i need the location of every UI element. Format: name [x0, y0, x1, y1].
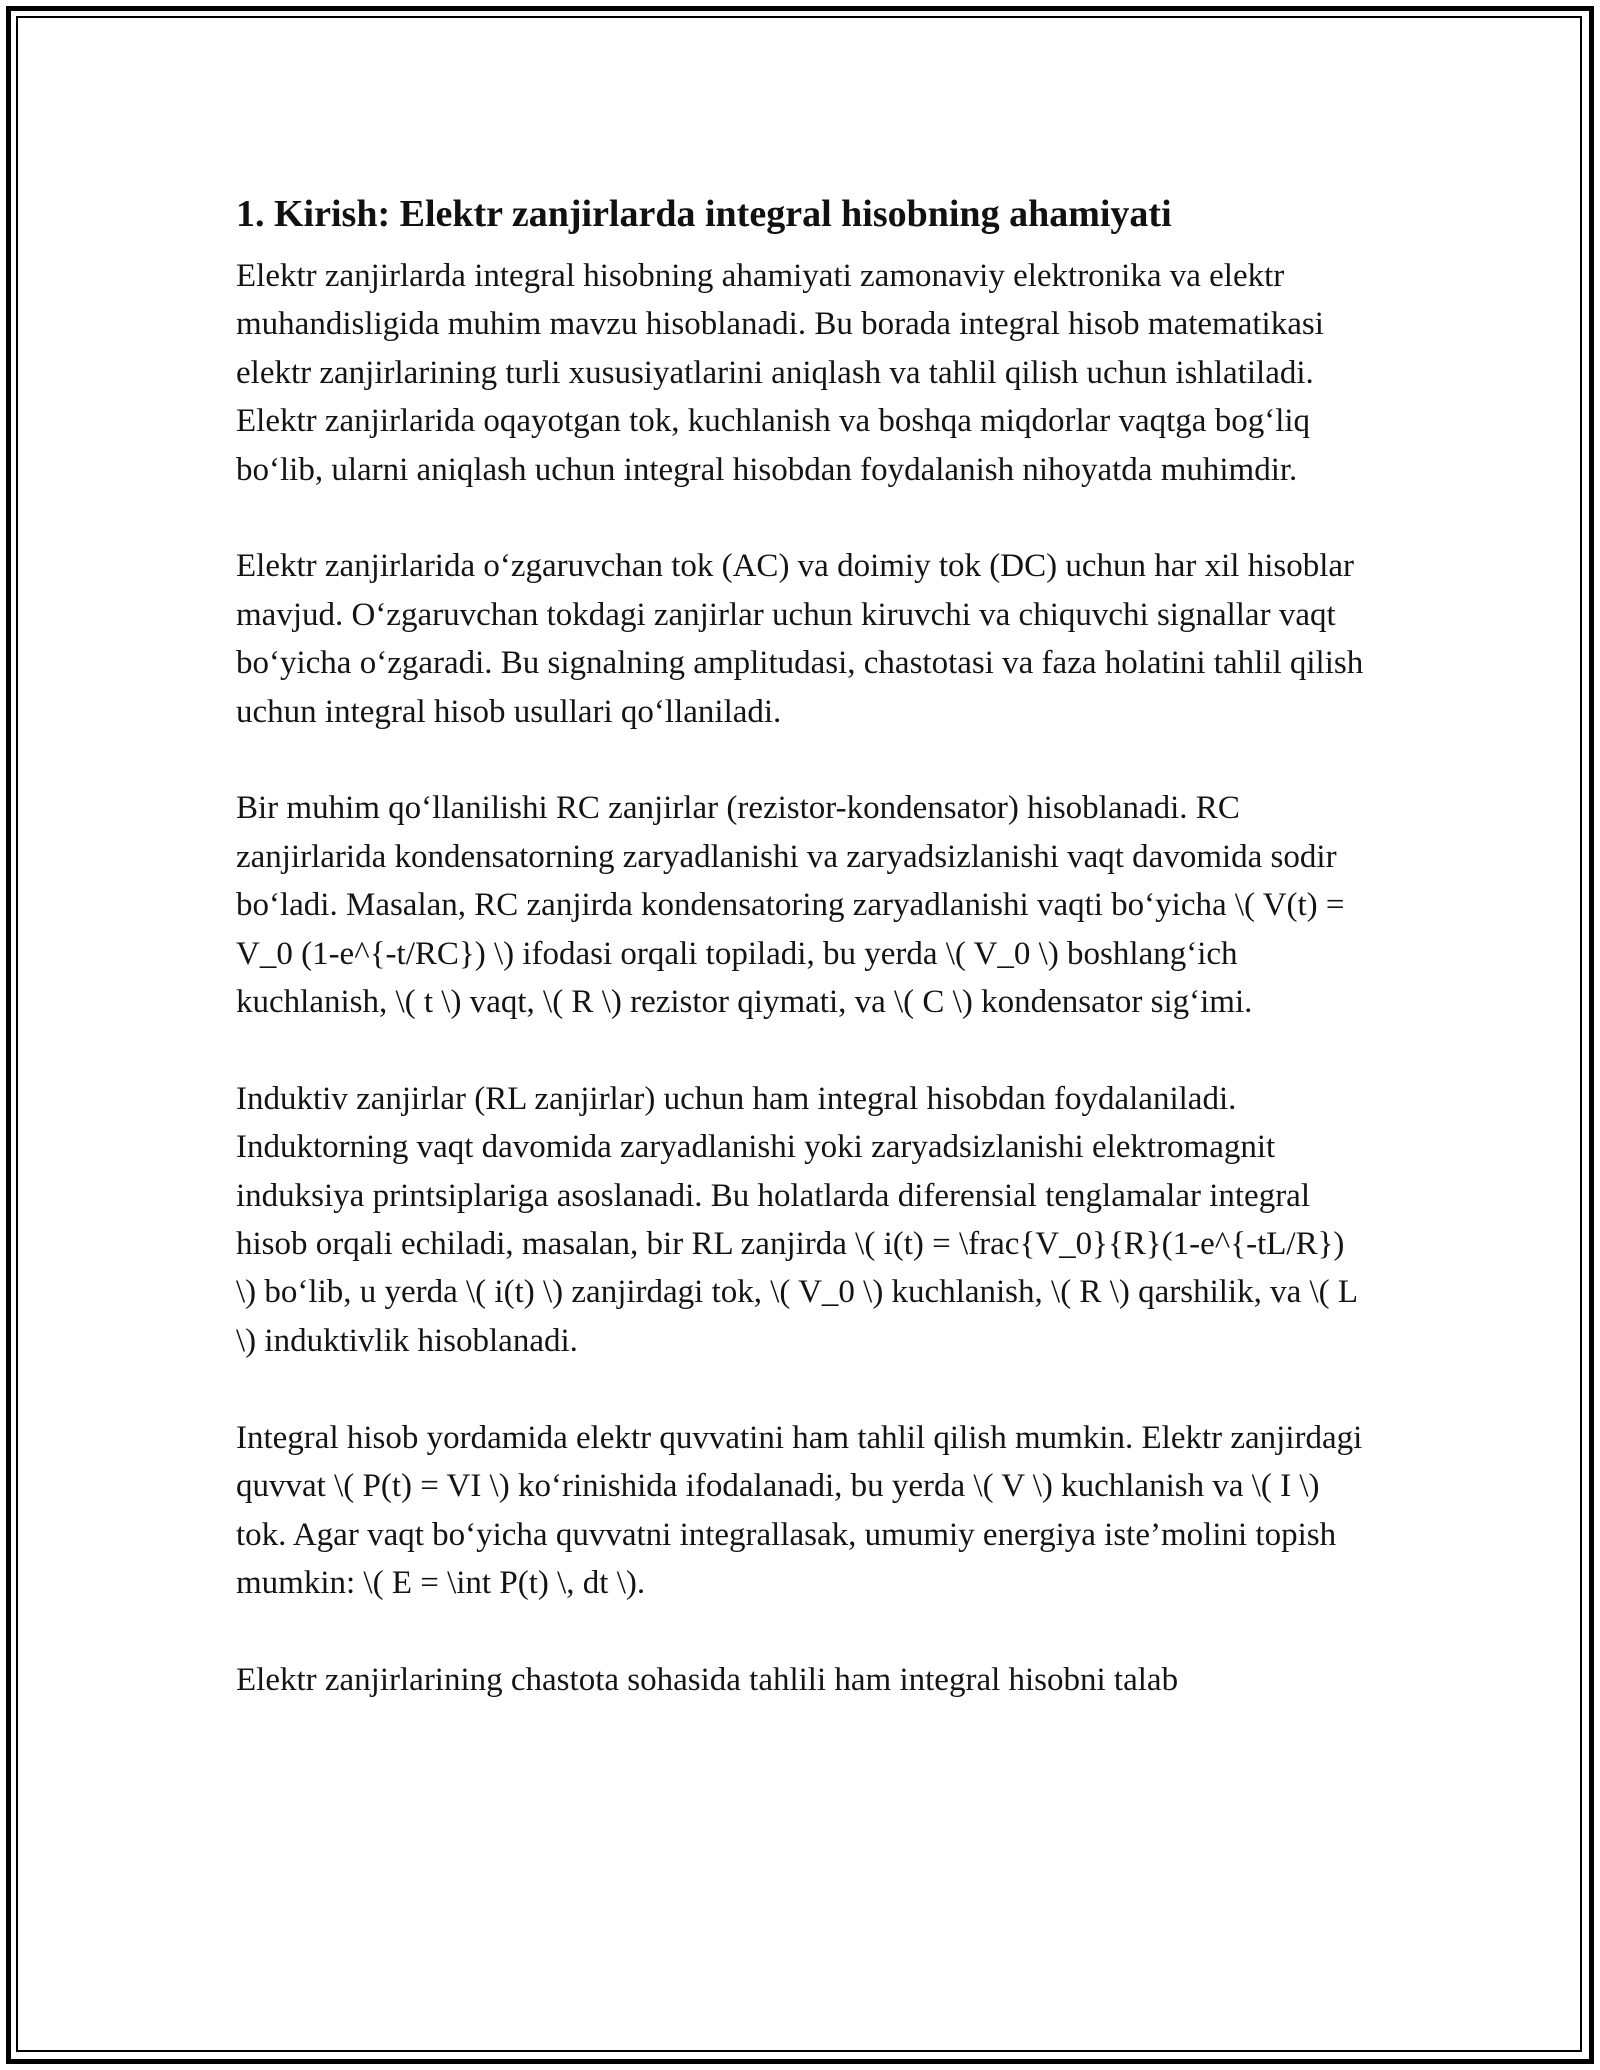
- paragraph-rc-circuits: Bir muhim qo‘llanilishi RC zanjirlar (rezistor-kondensator) hisoblanadi. RC zanjirlarida kondensatorning zaryadlanishi va zaryadsizlanishi vaqt davomida sodir bo‘ladi. Masalan, RC zanjirda kondensatoring zaryadlanishi vaqti bo‘yicha \( V(t) = V_0 (1-e^{-t/RC}) \) ifodasi orqali topiladi, bu yerda \( V_0 \) boshlang‘ich kuchlanish, \( t \) vaqt, \( R \) rezistor qiymati, va \( C \) kondensator sig‘imi.: [236, 790, 1345, 1021]
- paragraph-power: Integral hisob yordamida elektr quvvatini ham tahlil qilish mumkin. Elektr zanjirdagi quvvat \( P(t) = VI \) ko‘rinishida ifodalanadi, bu yerda \( V \) kuchlanish va \( I \) tok. Agar vaqt bo‘yicha quvvatni integrallasak, umumiy energiya iste’molini topish mumkin: \( E = \int P(t) \, dt \).: [236, 1419, 1363, 1601]
- paragraph-intro: Elektr zanjirlarda integral hisobning ahamiyati zamonaviy elektronika va elektr muhandisligida muhim mavzu hisoblanadi. Bu borada integral hisob matematikasi elektr zanjirlarining turli xususiyatlarini aniqlash va tahlil qilish uchun ishlatiladi. Elektr zanjirlarida oqayotgan tok, kuchlanish va boshqa miqdorlar vaqtga bog‘liq bo‘lib, ularni aniqlash uchun integral hisobdan foydalanish nihoyatda muhimdir.: [236, 258, 1324, 488]
- paragraph-rl-circuits: Induktiv zanjirlar (RL zanjirlar) uchun ham integral hisobdan foydalaniladi. Induktorning vaqt davomida zaryadlanishi yoki zaryadsizlanishi elektromagnit induksiya printsiplariga asoslanadi. Bu holatlarda diferensial tenglamalar integral hisob orqali echiladi, masalan, bir RL zanjirda \( i(t) = \frac{V_0}{R}(1-e^{-tL/R}) \) bo‘lib, u yerda \( i(t) \) zanjirdagi tok, \( V_0 \) kuchlanish, \( R \) qarshilik, va \( L \) induktivlik hisoblanadi.: [236, 1080, 1357, 1359]
- document-body: [236, 186, 1366, 1753]
- paragraph-frequency: Elektr zanjirlarining chastota sohasida tahlili ham integral hisobni talab: [236, 1661, 1179, 1698]
- paragraph-ac-dc: Elektr zanjirlarida o‘zgaruvchan tok (AC) va doimiy tok (DC) uchun har xil hisoblar mavjud. O‘zgaruvchan tokdagi zanjirlar uchun kiruvchi va chiquvchi signallar vaqt bo‘yicha o‘zgaradi. Bu signalning amplitudasi, chastotasi va faza holatini tahlil qilish uchun integral hisob usullari qo‘llaniladi.: [236, 548, 1364, 730]
- section-heading: 1. Kirish: Elektr zanjirlarda integral hisobning ahamiyati: [236, 193, 1172, 235]
